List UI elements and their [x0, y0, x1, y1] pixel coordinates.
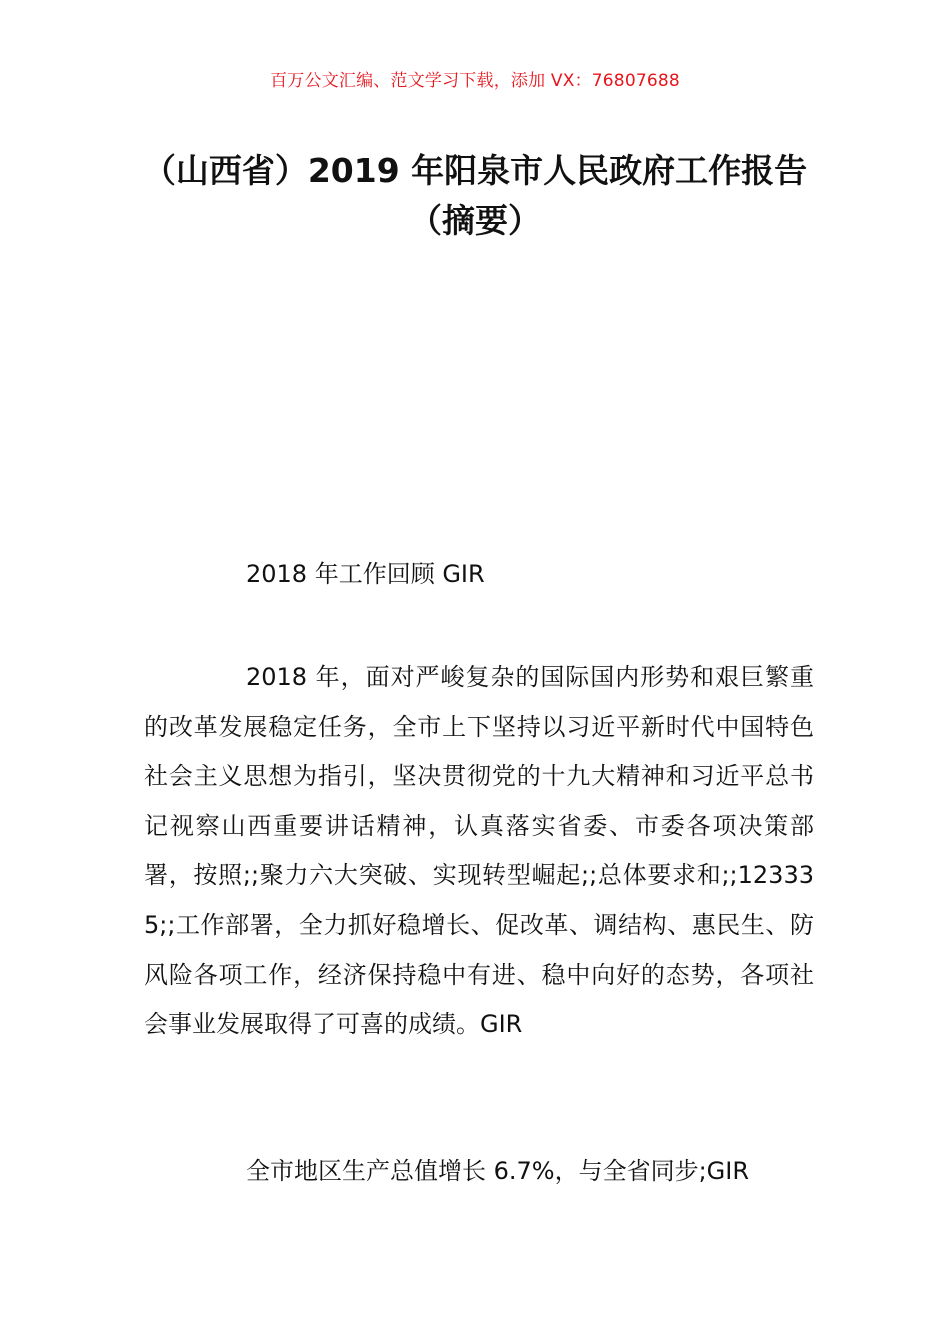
section-heading: 2018 年工作回顾 GIR [246, 560, 485, 588]
body-paragraph: 全市地区生产总值增长 6.7%，与全省同步;GIR [246, 1157, 750, 1185]
document-title: （山西省）2019 年阳泉市人民政府工作报告（摘要） [142, 151, 808, 240]
header-note: 百万公文汇编、范文学习下载，添加 VX：76807688 [270, 71, 680, 91]
body-paragraph: 2018 年，面对严峻复杂的国际国内形势和艰巨繁重的改革发展稳定任务，全市上下坚持以习近平新时代中国特色社会主义思想为指引，坚决贯彻党的十九大精神和习近平总书记视察山西重要讲话精神，认真落实省委、市委各项决策部署，按照;;聚力六大突破、实现转型崛起;;总体要求和;;123335;;工作部署，全力抓好稳增长、促改革、调结构、惠民生、防风险各项工作，经济保持稳中有进、稳中向好的态势，各项社会事业发展取得了可喜的成绩。GIR [144, 663, 814, 1039]
